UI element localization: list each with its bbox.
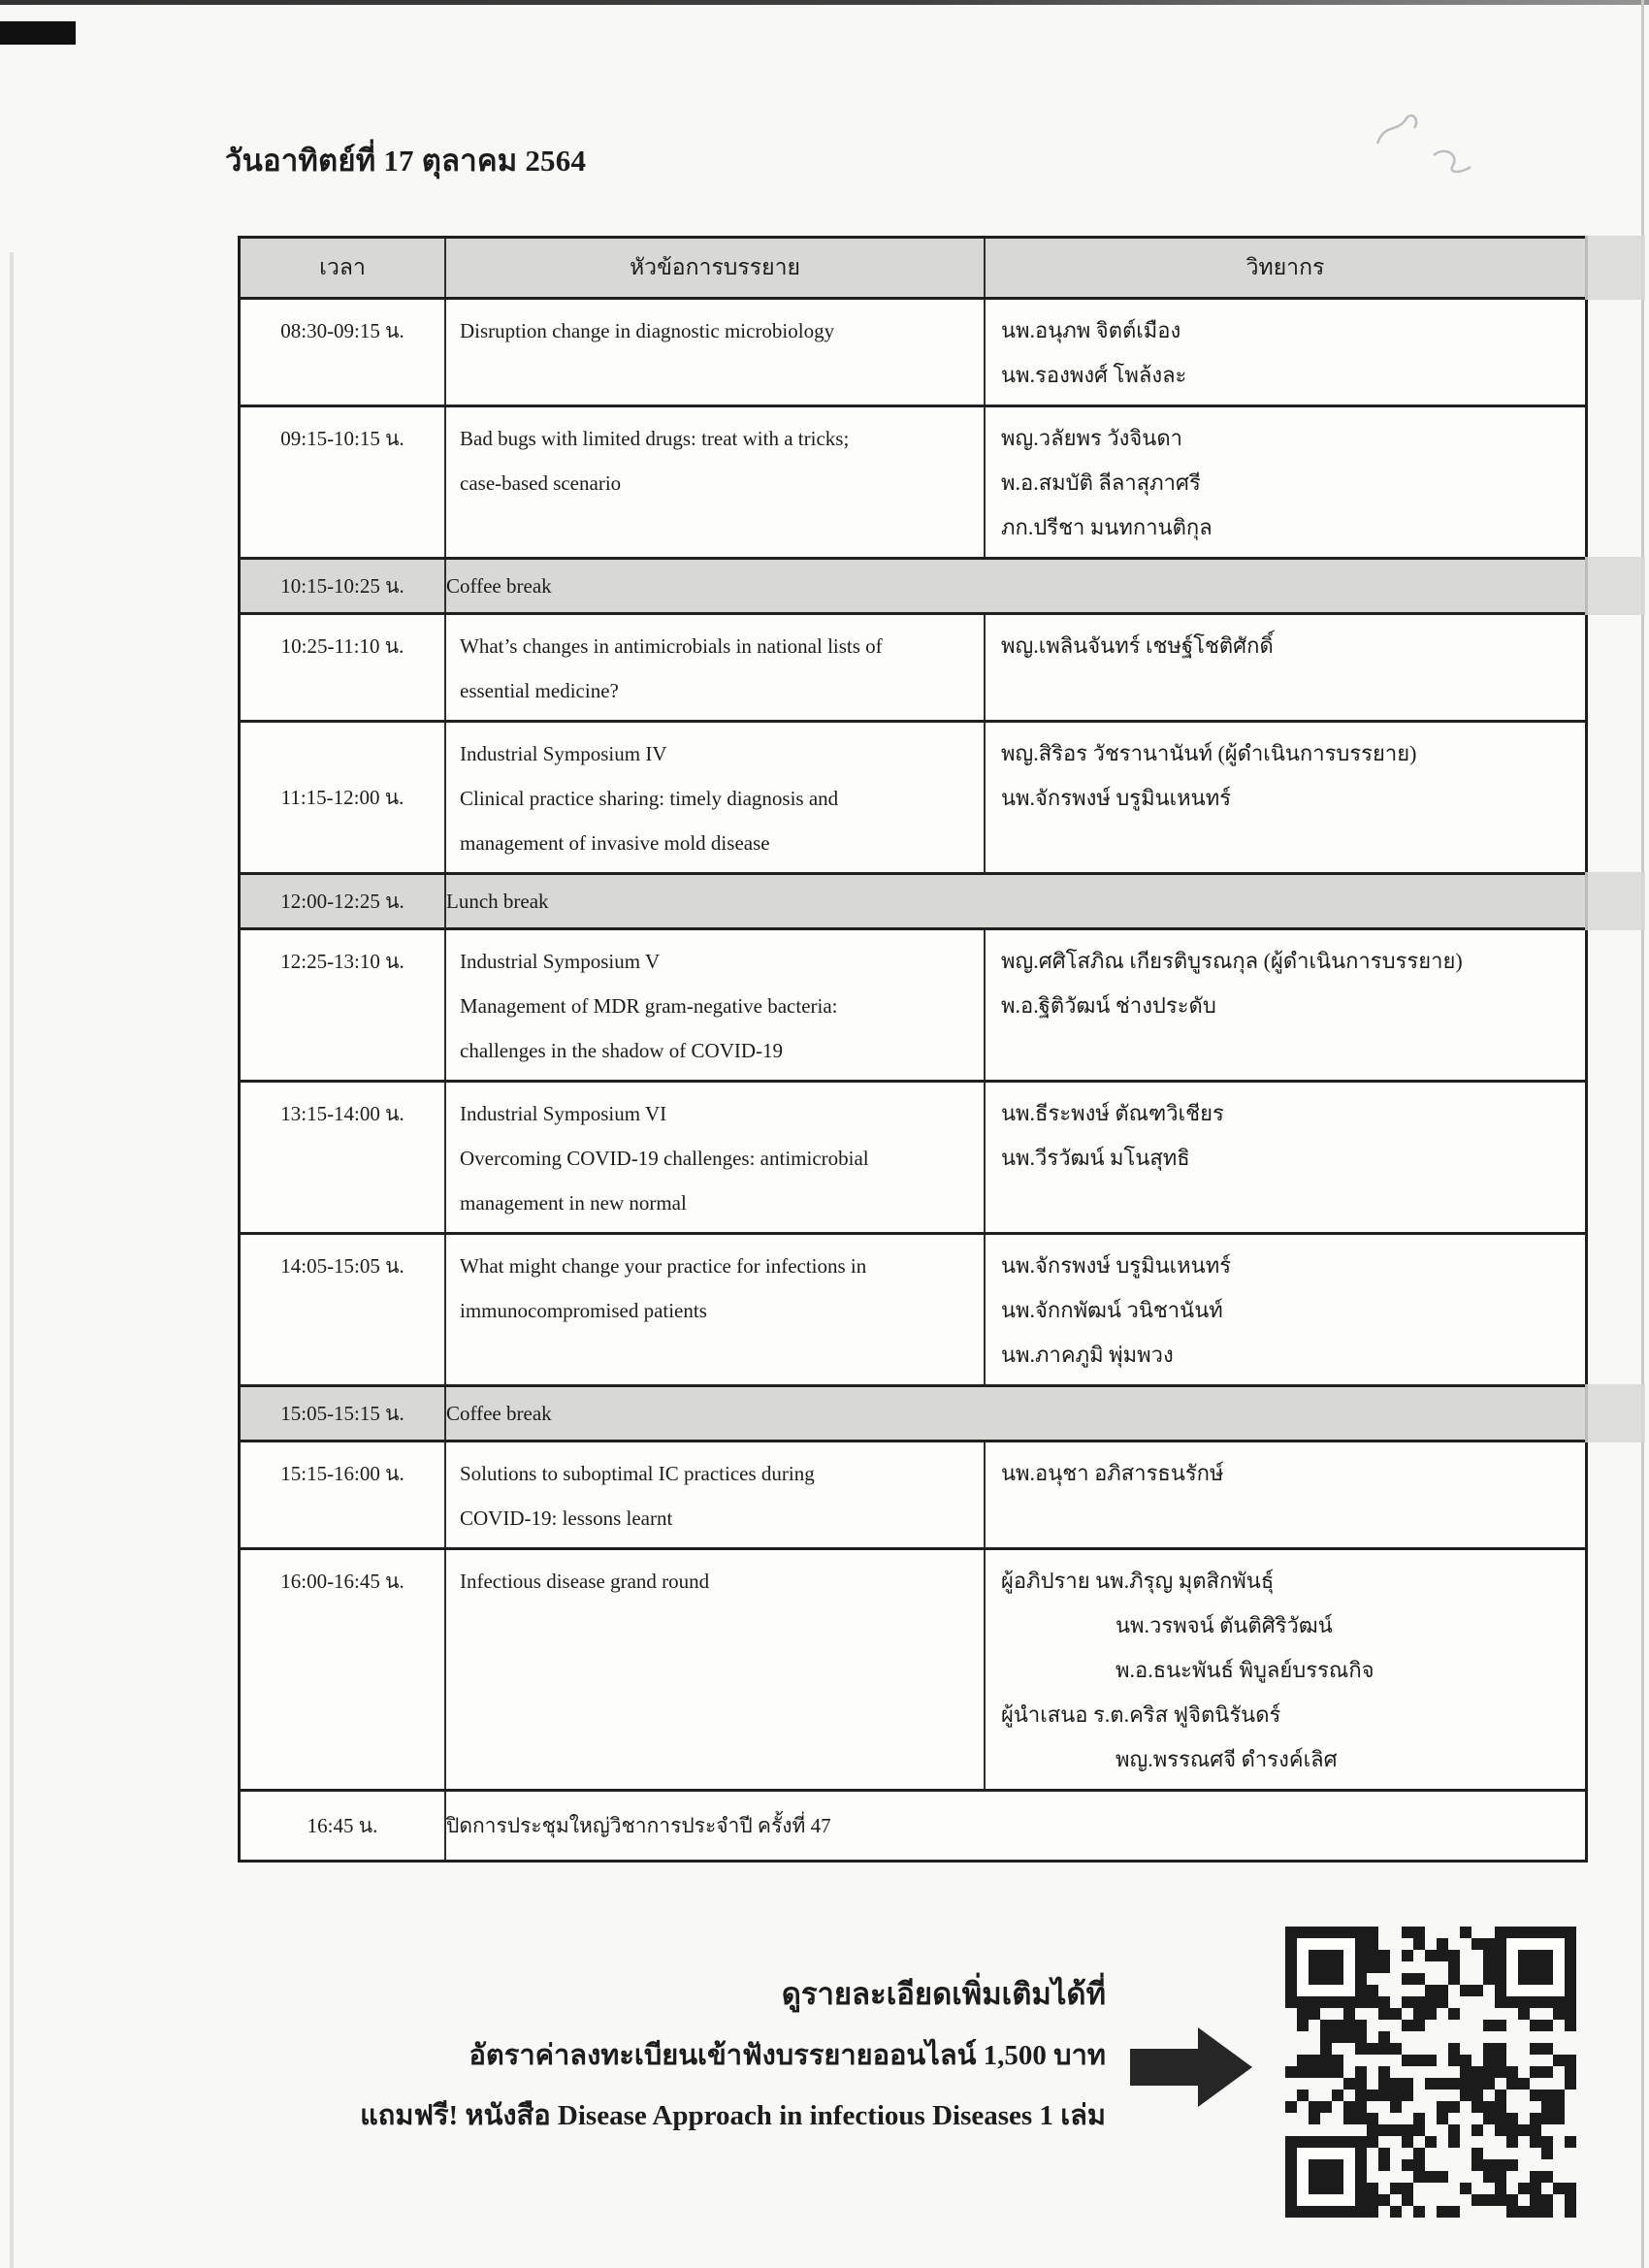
scan-edge-top [0,0,1649,5]
time-cell: 08:30-09:15 น. [241,300,446,405]
time-cell: 12:00-12:25 น. [241,875,446,927]
speaker-line: ผู้อภิปราย นพ.ภิรุญ มุตสิกพันธุ์ [1001,1569,1275,1593]
topic-line: Solutions to suboptimal IC practices during [460,1462,815,1485]
table-row [241,560,1585,615]
topic-cell [446,407,986,557]
table-row [241,1442,1585,1550]
time-cell: 16:00-16:45 น. [241,1550,446,1789]
topic-line: What might change your practice for infections in [460,1254,867,1278]
speaker-line: พญ.ศศิโสภิณ เกียรติบูรณกุล (ผู้ดำเนินการบรรยาย) [1001,949,1463,973]
merged-cell [446,1387,1585,1440]
topic-cell [446,1550,986,1789]
topic-line: immunocompromised patients [460,1299,707,1322]
topic-line: case-based scenario [460,471,622,495]
speaker-line: นพ.ธีระพงษ์ ตัณฑวิเชียร [1001,1101,1224,1125]
table-row [241,407,1585,560]
time-cell: 10:15-10:25 น. [241,560,446,612]
topic-line: What’s changes in antimicrobials in national lists of [460,634,883,658]
speaker-line: นพ.จักรพงษ์ บรูมินเหนทร์ [1001,786,1232,810]
topic-line: Overcoming COVID-19 challenges: antimicrobial [460,1147,869,1170]
topic-line: Industrial Symposium V [460,950,661,973]
topic-line: management in new normal [460,1191,687,1215]
speaker-cell [986,300,1585,405]
speaker-line: พ.อ.สมบัติ ลีลาสุภาศรี [1001,470,1201,495]
speaker-line: ภก.ปรีชา มนทกานติกุล [1001,515,1212,539]
table-row [241,1387,1585,1442]
topic-line: essential medicine? [460,679,619,702]
right-arrow-icon [1128,2021,1256,2119]
scan-corner-mark [0,21,76,45]
topic-line: Bad bugs with limited drugs: treat with a tricks; [460,427,850,450]
column-header: เวลา [241,239,446,297]
speaker-cell [986,615,1585,720]
pen-scribble-mark [1358,105,1484,182]
table-row [241,723,1585,875]
topic-line: Industrial Symposium IV [460,742,667,765]
speaker-line: ผู้นำเสนอ ร.ต.คริส ฟูจิตนิรันดร์ [1001,1702,1281,1727]
time-cell: 15:15-16:00 น. [241,1442,446,1547]
time-cell: 10:25-11:10 น. [241,615,446,720]
break-label: Coffee break [446,1402,552,1425]
closing-label: ปิดการประชุมใหญ่วิชาการประจำปี ครั้งที่ 47 [446,1814,831,1837]
topic-line: Industrial Symposium VI [460,1102,667,1125]
column-header: หัวข้อการบรรยาย [446,239,986,297]
topic-cell [446,930,986,1080]
time-cell: 16:45 น. [241,1792,446,1860]
footer-note [233,1971,1106,2138]
topic-line: challenges in the shadow of COVID-19 [460,1039,784,1062]
page-title: วันอาทิตย์ที่ 17 ตุลาคม 2564 [225,144,587,178]
speaker-line: นพ.ภาคภูมิ พุ่มพวง [1001,1343,1174,1367]
speaker-line: นพ.จักกพัฒน์ วนิชานันท์ [1001,1298,1223,1322]
table-row [241,875,1585,930]
time-cell: 11:15-12:00 น. [241,723,446,872]
table-row [241,300,1585,407]
break-label: Lunch break [446,890,549,913]
topic-line: Disruption change in diagnostic microbiology [460,319,835,342]
topic-cell [446,1235,986,1384]
speaker-line: พญ.สิริอร วัชรานานันท์ (ผู้ดำเนินการบรรยาย) [1001,741,1417,765]
speaker-cell [986,1235,1585,1384]
topic-line: Clinical practice sharing: timely diagnosis and [460,787,839,810]
footer-line-free-book: แถมฟรี! หนังสือ Disease Approach in infectious Diseases 1 เล่ม [360,2100,1106,2131]
speaker-line: นพ.รองพงศ์ โพล้งละ [1001,363,1187,387]
speaker-line: นพ.วรพจน์ ตันติศิริวัฒน์ [1116,1613,1333,1637]
table-row [241,1550,1585,1792]
speaker-cell [986,1550,1585,1789]
speaker-line: พ.อ.ฐิติวัฒน์ ช่างประดับ [1001,993,1216,1018]
topic-cell [446,1083,986,1232]
speaker-line: นพ.จักรพงษ์ บรูมินเหนทร์ [1001,1253,1232,1278]
speaker-line: พญ.พรรณศจี ดำรงค์เลิศ [1116,1747,1338,1771]
break-label: Coffee break [446,574,552,598]
column-header: วิทยากร [1245,255,1325,279]
speaker-line: พญ.วลัยพร วังจินดา [1001,426,1182,450]
table-row [241,930,1585,1083]
time-cell: 12:25-13:10 น. [241,930,446,1080]
speaker-line: พญ.เพลินจันทร์ เชษฐ์โชติศักดิ์ [1001,633,1274,658]
topic-line: COVID-19: lessons learnt [460,1507,673,1530]
footer-line-registration-fee: อัตราค่าลงทะเบียนเข้าฟังบรรยายออนไลน์ 1,500 บาท [469,2040,1106,2071]
table-header-row [241,239,1585,300]
time-cell: 14:05-15:05 น. [241,1235,446,1384]
schedule-table [238,236,1588,1863]
speaker-cell [986,723,1585,872]
merged-cell [446,560,1585,612]
table-row [241,615,1585,723]
table-row [241,1235,1585,1387]
table-row [241,1083,1585,1235]
time-cell: 13:15-14:00 น. [241,1083,446,1232]
table-row [241,1792,1585,1863]
qr-code [1285,1927,1576,2218]
topic-cell [446,723,986,872]
speaker-line: นพ.อนุชา อภิสารธนรักษ์ [1001,1461,1224,1485]
footer-line-more-details: ดูรายละเอียดเพิ่มเติมได้ที่ [781,1977,1106,2011]
topic-cell [446,615,986,720]
time-cell: 09:15-10:15 น. [241,407,446,557]
scan-edge-right [1641,0,1644,2268]
speaker-cell [986,407,1585,557]
topic-line: Management of MDR gram-negative bacteria: [460,994,838,1018]
speaker-line: พ.อ.ธนะพันธ์ พิบูลย์บรรณกิจ [1116,1658,1374,1682]
topic-cell [446,300,986,405]
speaker-cell [986,1442,1585,1547]
topic-cell [446,1442,986,1547]
topic-line: Infectious disease grand round [460,1570,710,1593]
speaker-cell [986,1083,1585,1232]
speaker-cell [986,930,1585,1080]
merged-cell [446,1792,1585,1860]
time-cell: 15:05-15:15 น. [241,1387,446,1440]
speaker-line: นพ.อนุภพ จิตต์เมือง [1001,318,1181,342]
topic-line: management of invasive mold disease [460,831,770,855]
scan-edge-left [10,252,14,2268]
merged-cell [446,875,1585,927]
speaker-line: นพ.วีรวัฒน์ มโนสุทธิ [1001,1146,1190,1170]
